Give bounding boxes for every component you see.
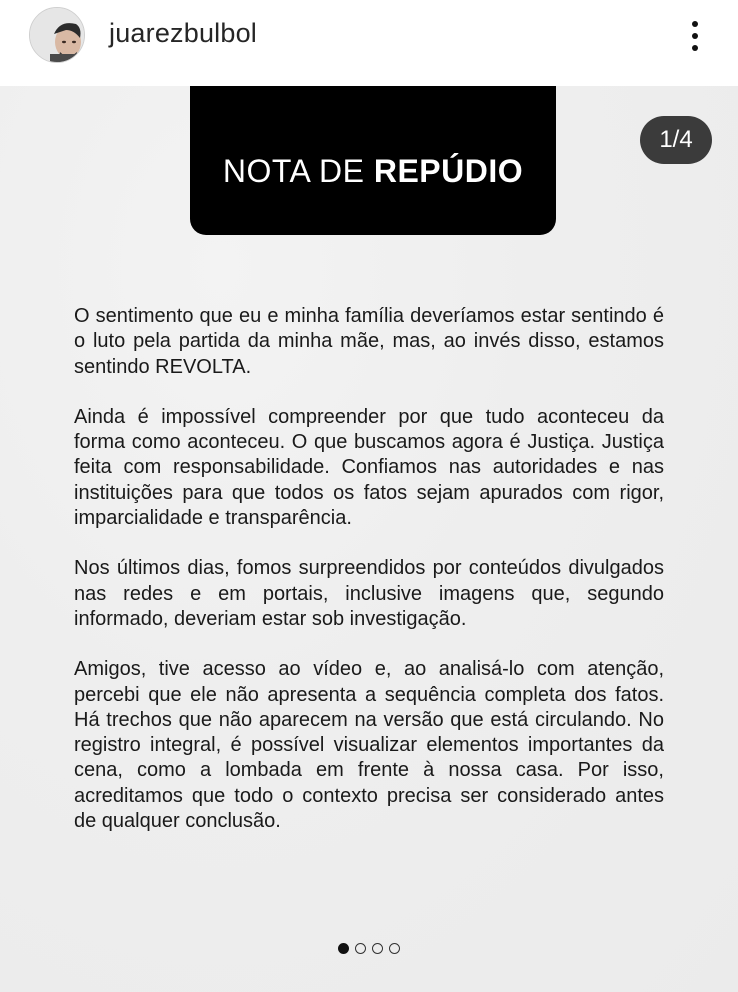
- dot-icon: [692, 33, 698, 39]
- post-body-text: [74, 304, 664, 859]
- carousel-dot-4[interactable]: [389, 943, 400, 954]
- carousel-indicator: [0, 943, 738, 957]
- title-bold-text: REPÚDIO: [373, 153, 524, 189]
- post-image[interactable]: [0, 86, 738, 992]
- profile-photo-icon: [30, 8, 85, 63]
- post-header: [0, 0, 738, 86]
- avatar[interactable]: [29, 7, 85, 63]
- carousel-dot-2[interactable]: [355, 943, 366, 954]
- post-title: [223, 153, 523, 190]
- username[interactable]: juarezbulbol: [109, 18, 257, 48]
- page-counter-badge: 1/4: [640, 116, 712, 164]
- paragraph-2: Ainda é impossível compreender por que tudo aconteceu da forma como aconteceu. O que buscamos agora é Justiça. Justiça feita com responsabilidade. Confiamos nas autoridades e nas instituições para que todos os fatos sejam apurados com rigor, imparcialidade e transparência.: [74, 405, 664, 530]
- dot-icon: [692, 45, 698, 51]
- title-light-text: NOTA DE: [222, 153, 374, 189]
- title-card: [190, 86, 556, 235]
- carousel-dot-1[interactable]: [338, 943, 349, 954]
- paragraph-3: Nos últimos dias, fomos surpreendidos por conteúdos divulgados nas redes e em portais, inclusive imagens que, segundo informado, deveriam estar sob investigação.: [74, 557, 664, 630]
- dot-icon: [692, 21, 698, 27]
- paragraph-4: Amigos, tive acesso ao vídeo e, ao analisá-lo com atenção, percebi que ele não apresenta a sequência completa dos fatos. Há trechos que não aparecem na versão que está circulando. No registro integral, é possível visualizar elementos importantes da cena, como a lombada em frente à nossa casa. Por isso, acreditamos que todo o contexto precisa ser considerado antes de qualquer conclusão.: [74, 658, 664, 833]
- carousel-dot-3[interactable]: [372, 943, 383, 954]
- paragraph-1: O sentimento que eu e minha família deveríamos estar sentindo é o luto pela partida da minha mãe, mas, ao invés disso, estamos sentindo REVOLTA.: [74, 305, 664, 378]
- more-options-icon[interactable]: [680, 14, 710, 58]
